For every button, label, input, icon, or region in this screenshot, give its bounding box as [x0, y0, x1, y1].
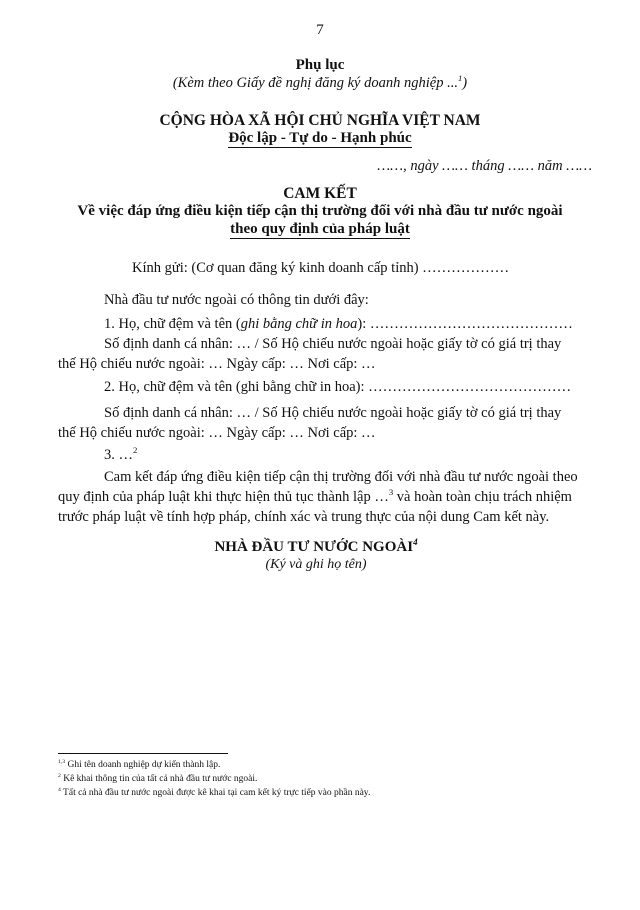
document-subtitle-line-2: theo quy định của pháp luật	[230, 221, 410, 237]
page-number: 7	[316, 22, 324, 38]
commitment-line-3: trước pháp luật về tính hợp pháp, chính xác và trung thực của nội dung Cam kết này.	[58, 509, 550, 525]
footnote-1: $^{1,3}$ Ghi tên doanh nghiệp dự kiến thành lập.	[58, 758, 221, 770]
addressee-line: Kính gửi: (Cơ quan đăng ký kinh doanh cấp tỉnh) ………………	[132, 260, 510, 276]
national-motto: Độc lập - Tự do - Hạnh phúc	[228, 130, 412, 146]
investor-2-name: 2. Họ, chữ đệm và tên (ghi bằng chữ in hoa): ……………………………………	[104, 379, 572, 395]
signature-note: (Ký và ghi họ tên)	[265, 557, 367, 572]
investor-1-id-line-2: thế Hộ chiếu nước ngoài: … Ngày cấp: … Nơi cấp: …	[58, 356, 376, 372]
investor-3-line: 3. …$^2$	[104, 445, 138, 463]
appendix-subtitle: (Kèm theo Giấy đề nghị đăng ký doanh nghiệp ...$^1$)	[172, 73, 468, 91]
appendix-title: Phụ lục	[295, 57, 345, 73]
signature-title: NHÀ ĐẦU TƯ NƯỚC NGOÀI$^4$	[214, 537, 418, 555]
commitment-line-1: Cam kết đáp ứng điều kiện tiếp cận thị trường đối với nhà đầu tư nước ngoài theo	[104, 469, 578, 485]
commitment-line-2: quy định của pháp luật khi thực hiện thủ tục thành lập …$^3$ và hoàn toàn chịu trách nhiệm	[58, 487, 572, 505]
investor-1-id-line-1: Số định danh cá nhân: … / Số Hộ chiếu nước ngoài hoặc giấy tờ có giá trị thay	[104, 336, 562, 352]
footnote-divider	[58, 753, 228, 754]
investor-1-name: 1. Họ, chữ đệm và tên (ghi bằng chữ in hoa): ……………………………………	[104, 316, 573, 332]
investor-2-id-line-1: Số định danh cá nhân: … / Số Hộ chiếu nước ngoài hoặc giấy tờ có giá trị thay	[104, 405, 562, 421]
document-title: CAM KẾT	[283, 185, 357, 202]
intro-line: Nhà đầu tư nước ngoài có thông tin dưới đây:	[104, 292, 369, 308]
date-line: ……, ngày …… tháng …… năm ……	[377, 158, 592, 174]
footnote-3: $^4$ Tất cả nhà đầu tư nước ngoài được kê khai tại cam kết ký trực tiếp vào phần này.	[58, 786, 371, 798]
footnote-2: $^2$ Kê khai thông tin của tất cả nhà đầu tư nước ngoài.	[58, 772, 258, 784]
investor-2-id-line-2: thế Hộ chiếu nước ngoài: … Ngày cấp: … Nơi cấp: …	[58, 425, 376, 441]
document-subtitle-line-1: Về việc đáp ứng điều kiện tiếp cận thị trường đối với nhà đầu tư nước ngoài	[77, 203, 563, 219]
national-title: CỘNG HÒA XÃ HỘI CHỦ NGHĨA VIỆT NAM	[159, 112, 481, 129]
